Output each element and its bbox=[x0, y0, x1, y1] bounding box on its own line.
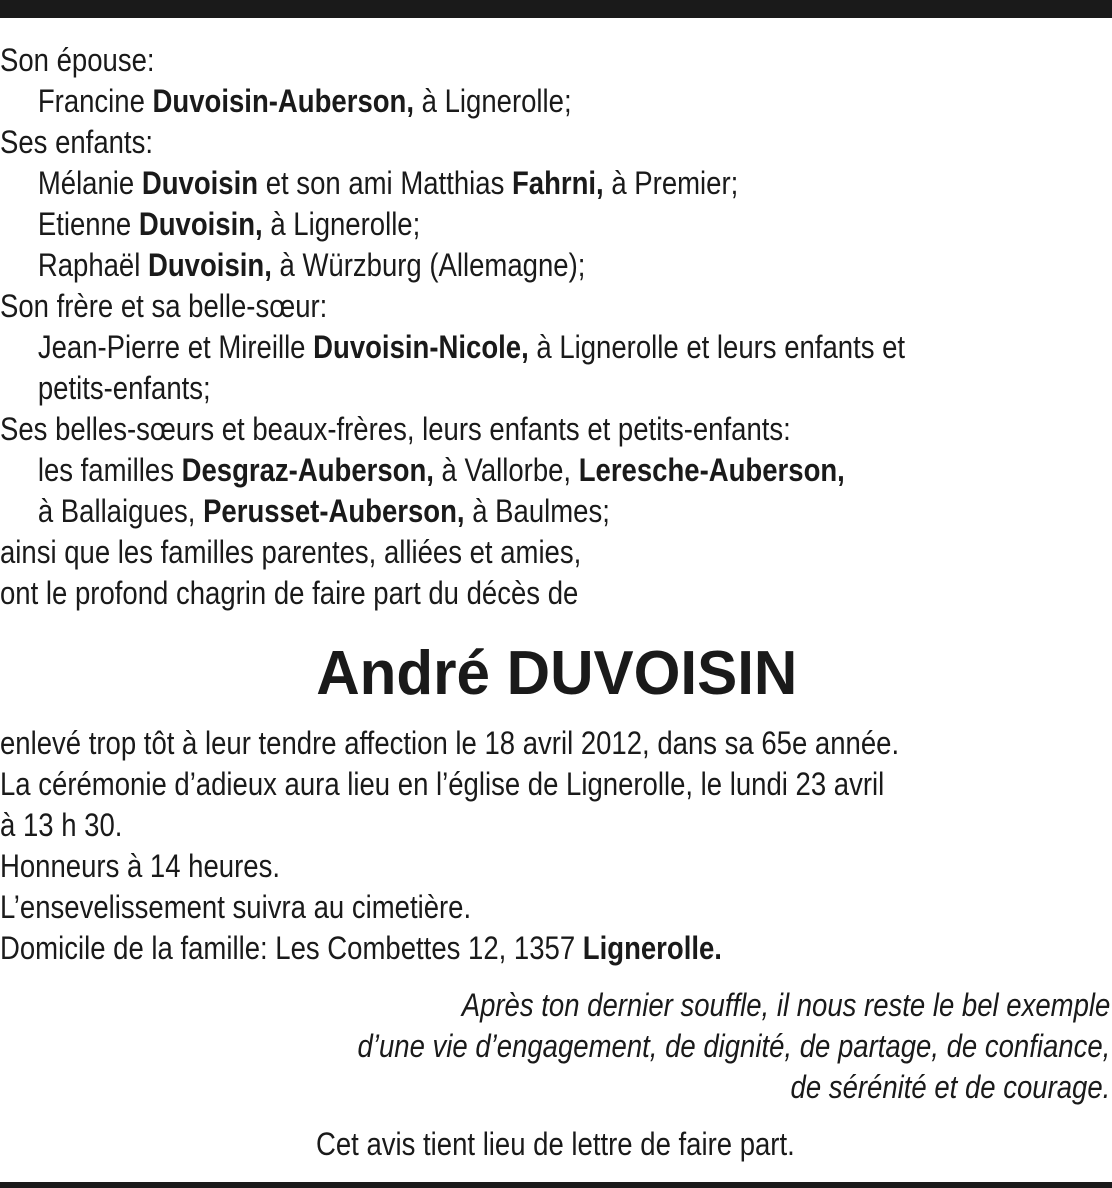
frere-heading: Son frère et sa belle-sœur: bbox=[0, 288, 328, 324]
epouse-heading: Son épouse: bbox=[0, 42, 155, 78]
enfants-heading: Ses enfants: bbox=[0, 124, 153, 160]
epouse-entry: Francine Duvoisin-Auberson, à Lignerolle; bbox=[37, 83, 572, 119]
belles-soeurs-heading: Ses belles-sœurs et beaux-frères, leurs enfants et petits-enfants: bbox=[0, 411, 791, 447]
surname: Fahrni, bbox=[511, 165, 604, 201]
domicile-line: Domicile de la famille: Les Combettes 12, 1357 Lignerolle. bbox=[0, 930, 722, 966]
family-list bbox=[0, 40, 1110, 614]
surname: Duvoisin, bbox=[148, 247, 272, 283]
detail-line: Honneurs à 14 heures. bbox=[0, 848, 280, 884]
surname: Leresche-Auberson, bbox=[578, 452, 845, 488]
detail-line: La cérémonie d’adieux aura lieu en l’église de Lignerolle, le lundi 23 avril bbox=[0, 766, 885, 802]
detail-line: L’ensevelissement suivra au cimetière. bbox=[0, 889, 472, 925]
detail-line: enlevé trop tôt à leur tendre affection le 18 avril 2012, dans sa 65e année. bbox=[0, 725, 900, 761]
quote-line: d’une vie d’engagement, de dignité, de partage, de confiance, bbox=[357, 1028, 1110, 1064]
announcement-intro: ont le profond chagrin de faire part du décès de bbox=[0, 575, 579, 611]
frere-entry: Jean-Pierre et Mireille Duvoisin-Nicole, à Lignerolle et leurs enfants et bbox=[37, 329, 906, 365]
surname: Duvoisin, bbox=[138, 206, 263, 242]
frere-entry-cont: petits-enfants; bbox=[37, 370, 211, 406]
ceremony-details bbox=[0, 723, 1110, 969]
enfant-entry: Raphaël Duvoisin, à Würzburg (Allemagne); bbox=[37, 247, 586, 283]
closing-note: Cet avis tient lieu de lettre de faire part. bbox=[315, 1126, 795, 1162]
deceased-name: André DUVOISIN bbox=[316, 639, 798, 708]
memorial-quote bbox=[357, 985, 1110, 1108]
top-rule bbox=[0, 0, 1112, 18]
familles-entry: les familles Desgraz-Auberson, à Vallorbe, Leresche-Auberson, bbox=[37, 452, 845, 488]
surname: Duvoisin-Auberson, bbox=[152, 83, 415, 119]
surname: Perusset-Auberson, bbox=[203, 493, 465, 529]
enfant-entry: Etienne Duvoisin, à Lignerolle; bbox=[37, 206, 421, 242]
surname: Duvoisin-Nicole, bbox=[313, 329, 529, 365]
familles-parentes: ainsi que les familles parentes, alliées et amies, bbox=[0, 534, 582, 570]
enfant-entry: Mélanie Duvoisin et son ami Matthias Fahrni, à Premier; bbox=[37, 165, 739, 201]
quote-line: de sérénité et de courage. bbox=[790, 1069, 1110, 1105]
surname: Desgraz-Auberson, bbox=[181, 452, 434, 488]
detail-line: à 13 h 30. bbox=[0, 807, 123, 843]
quote-line: Après ton dernier souffle, il nous reste le bel exemple bbox=[461, 987, 1110, 1023]
bottom-rule bbox=[0, 1182, 1112, 1188]
domicile-place: Lignerolle. bbox=[582, 930, 722, 966]
familles-entry-cont: à Ballaigues, Perusset-Auberson, à Baulmes; bbox=[37, 493, 610, 529]
surname: Duvoisin bbox=[141, 165, 259, 201]
